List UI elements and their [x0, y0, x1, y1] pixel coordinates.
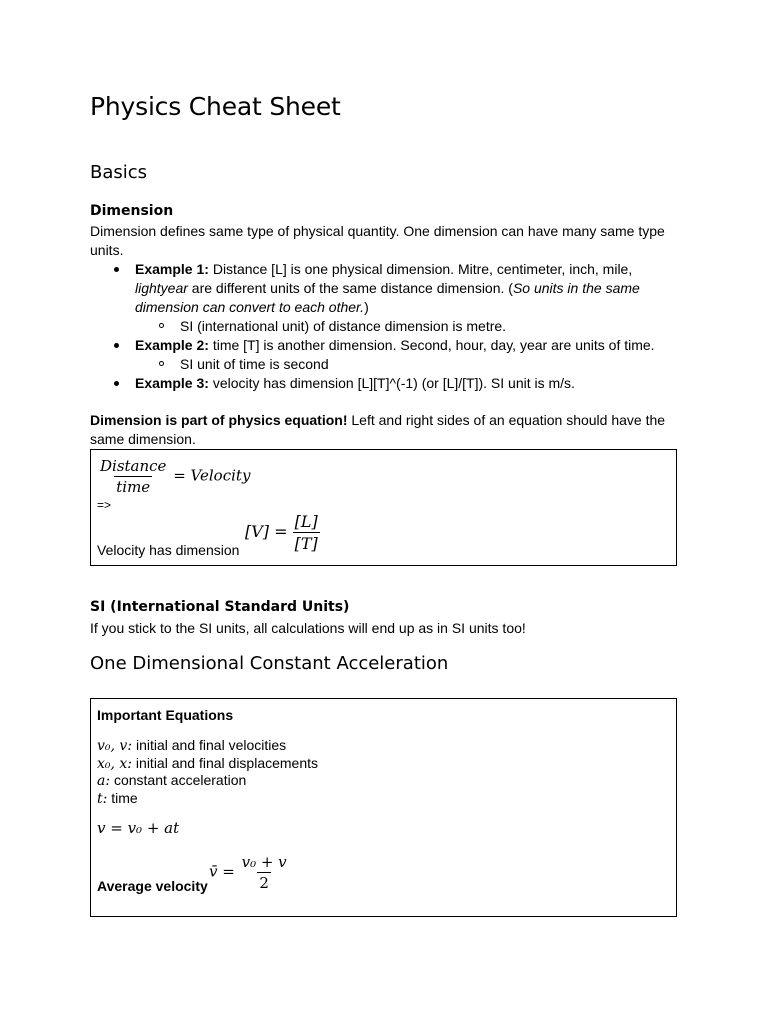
dimension-equation-box: [90, 449, 677, 566]
box-title: Important Equations: [97, 707, 234, 723]
important-equations-box: [90, 698, 677, 917]
equation-rhs: = Velocity: [173, 466, 251, 485]
examples-list: [90, 260, 670, 393]
bullet-icon: [114, 343, 119, 348]
fraction-numerator: v₀ + v: [241, 853, 287, 871]
sub-item-text: SI unit of time is second: [180, 356, 329, 372]
subheading-dimension: Dimension: [90, 203, 174, 219]
symbol: x₀, x:: [97, 755, 133, 772]
equation-note-text: Left and right sides of an equation should have the same dimension.: [90, 412, 666, 447]
bullet-icon: [114, 381, 119, 386]
list-item: [90, 336, 670, 355]
definition-row: [97, 790, 318, 808]
variable-definitions: [97, 737, 318, 807]
example-text: time [T] is another dimension. Second, hour, day, year are units of time.: [208, 337, 655, 353]
definition-text: constant acceleration: [110, 772, 247, 788]
fraction-numerator: Distance: [100, 457, 167, 475]
example-text: velocity has dimension [L][T]^(-1) (or [L]/[T]). SI unit is m/s.: [208, 375, 575, 391]
symbol: t:: [97, 790, 108, 807]
average-velocity-fraction: [240, 853, 289, 892]
definition-row: [97, 755, 318, 773]
fraction-denominator: 2: [259, 874, 269, 892]
symbol: a:: [97, 773, 111, 789]
sub-item-text: SI (international unit) of distance dimension is metre.: [180, 318, 507, 334]
example-italic: lightyear: [135, 280, 188, 296]
si-text: If you stick to the SI units, all calculations will end up as in SI units too!: [90, 620, 526, 636]
average-velocity-label: Average velocity: [97, 878, 208, 894]
equation-note-bold: Dimension is part of physics equation!: [90, 412, 348, 428]
example-label: Example 2:: [135, 337, 209, 353]
equation-note: [90, 411, 670, 449]
distance-over-time-fraction: [98, 457, 168, 496]
average-velocity-lhs: v̄ =: [209, 862, 235, 881]
section-heading-kinematics: One Dimensional Constant Acceleration: [90, 653, 449, 674]
fraction-denominator: time: [116, 478, 151, 496]
circle-bullet-icon: [159, 361, 164, 366]
section-heading-basics: Basics: [90, 162, 148, 183]
definition-row: [97, 772, 318, 790]
definition-text: time: [107, 789, 138, 806]
example-text: are different units of the same distance dimension. (: [187, 280, 513, 296]
velocity-equation: [98, 457, 250, 496]
bullet-icon: [114, 267, 119, 272]
list-item: [90, 260, 670, 317]
dimension-lhs: [V] =: [245, 522, 288, 541]
circle-bullet-icon: [159, 323, 164, 328]
fraction-denominator: [T]: [294, 534, 318, 553]
length-over-time-fraction: [293, 512, 320, 553]
definition-text: initial and final displacements: [132, 754, 319, 771]
page-title: Physics Cheat Sheet: [90, 92, 341, 121]
velocity-dimension-equation: [245, 512, 320, 553]
definition-row: [97, 737, 318, 755]
symbol: v₀, v:: [97, 738, 133, 754]
subheading-si: SI (International Standard Units): [90, 599, 350, 615]
arrow-text: =>: [97, 498, 112, 512]
example-text: Distance [L] is one physical dimension. Mitre, centimeter, inch, mile,: [208, 261, 633, 277]
list-item: [90, 374, 670, 393]
example-label: Example 1:: [135, 261, 209, 277]
definition-text: initial and final velocities: [132, 737, 287, 753]
example-label: Example 3:: [135, 375, 209, 391]
dimension-intro: Dimension defines same type of physical quantity. One dimension can have many same type units.: [90, 223, 665, 258]
fraction-numerator: [L]: [294, 512, 318, 531]
sub-list-item: [90, 317, 670, 336]
sub-list-item: [90, 355, 670, 374]
velocity-dimension-label: Velocity has dimension: [97, 542, 240, 558]
average-velocity-equation: [209, 853, 289, 892]
velocity-equation: v = v₀ + at: [97, 819, 180, 837]
example-text: ): [364, 299, 369, 315]
example-italic: So units in the same dimension can convert to each other.: [135, 280, 640, 315]
